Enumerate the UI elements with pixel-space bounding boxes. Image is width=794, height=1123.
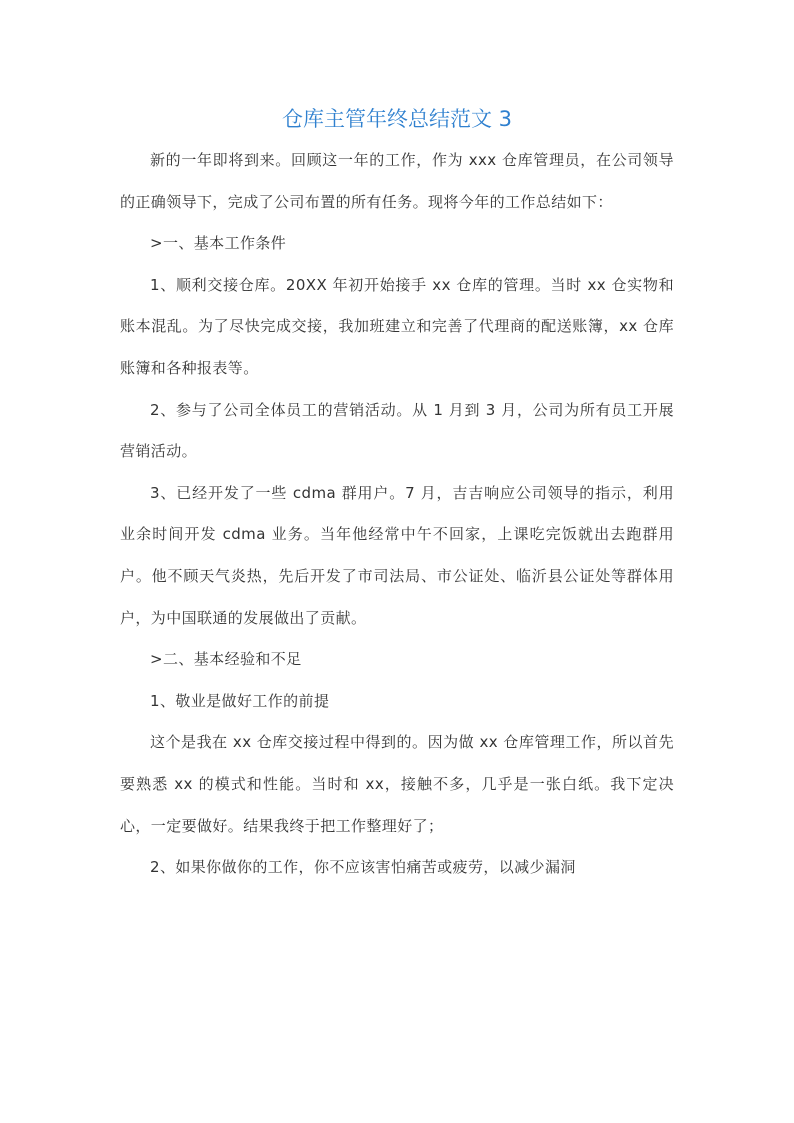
document-body [120, 140, 674, 889]
paragraph-item-1: 1、顺利交接仓库。20XX 年初开始接手 xx 仓库的管理。当时 xx 仓实物和账本混乱。为了尽快完成交接，我加班建立和完善了代理商的配送账簿，xx 仓库账簿和各种报表等。 [120, 275, 674, 377]
section-heading-experience: >二、基本经验和不足 [150, 650, 302, 669]
subheading-dedication: 1、敬业是做好工作的前提 [150, 691, 330, 710]
subheading-hardship: 2、如果你做你的工作，你不应该害怕痛苦或疲劳，以减少漏洞 [150, 858, 576, 877]
document-title: 仓库主管年终总结范文 3 [281, 107, 513, 131]
paragraph-intro: 新的一年即将到来。回顾这一年的工作，作为 xxx 仓库管理员，在公司领导的正确领导下，完成了公司布置的所有任务。现将今年的工作总结如下： [120, 151, 674, 211]
paragraph-dedication: 这个是我在 xx 仓库交接过程中得到的。因为做 xx 仓库管理工作，所以首先要熟悉 xx 的模式和性能。当时和 xx，接触不多，几乎是一张白纸。我下定决心，一定要做好。结果我终于把工作整理好了； [120, 733, 674, 835]
section-heading-basic-conditions: >一、基本工作条件 [150, 234, 287, 253]
paragraph-item-3: 3、已经开发了一些 cdma 群用户。7 月，吉吉响应公司领导的指示，利用业余时间开发 cdma 业务。当年他经常中午不回家，上课吃完饭就出去跑群用户。他不顾天气炎热，先后开发了市司法局、市公证处、临沂县公证处等群体用户，为中国联通的发展做出了贡献。 [120, 483, 674, 627]
paragraph-item-2: 2、参与了公司全体员工的营销活动。从 1 月到 3 月，公司为所有员工开展营销活动。 [120, 400, 674, 461]
